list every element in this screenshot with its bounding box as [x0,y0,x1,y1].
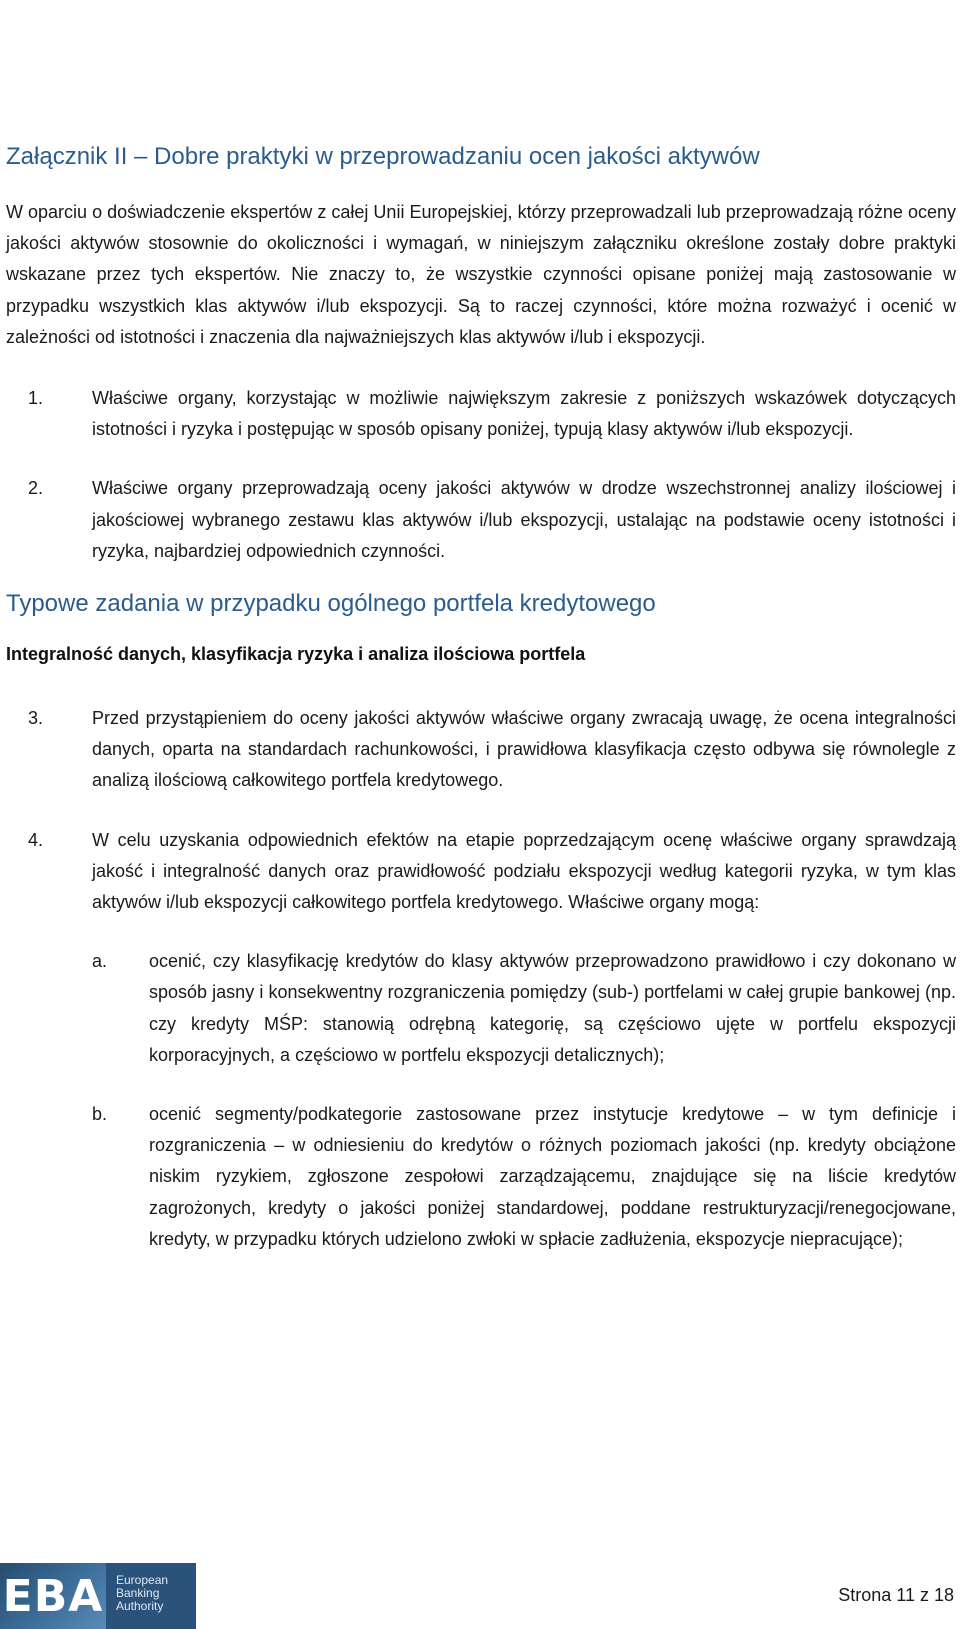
subsection-title: Integralność danych, klasyfikacja ryzyka i analiza ilościowa portfela [6,644,586,665]
numbered-item [6,383,956,445]
section-title: Typowe zadania w przypadku ogólnego portfela kredytowego [6,590,656,618]
sub-item-letter: a. [92,951,108,972]
sub-item-letter: b. [92,1104,108,1125]
annex-title: Załącznik II – Dobre praktyki w przeprowadzaniu ocen jakości aktywów [6,143,760,170]
eba-logo-mark: EBA [0,1563,106,1629]
page-footer [0,1563,960,1629]
item-number: 1. [28,388,44,409]
item-text: Przed przystąpieniem do oceny jakości aktywów właściwe organy zwracają uwagę, że ocena integralności danych, oparta na standardach rachunkowości, i prawidłowa klasyfikacja często odbywa się równolegle z analizą ilościową całkowitego portfela kredytowego. [92,708,956,791]
numbered-item [6,703,956,797]
item-text: W celu uzyskania odpowiednich efektów na etapie poprzedzającym ocenę właściwe organy sprawdzają jakość i integralność danych oraz prawidłowość podziału ekspozycji według kategorii ryzyka, w tym klas aktywów i/lub ekspozycji całkowitego portfela kredytowego. Właściwe organy mogą: [92,829,956,913]
item-number: 2. [28,478,44,499]
item-number: 3. [28,708,44,729]
item-number: 4. [28,829,44,850]
logo-line-3: Authority [116,1599,164,1613]
numbered-item [6,473,956,567]
document-body [6,140,956,1255]
intro-paragraph: W oparciu o doświadczenie ekspertów z całej Unii Europejskiej, którzy przeprowadzali lub przeprowadzają różne oceny jakości aktywów stosownie do okoliczności i wymagań, w niniejszym załączniku określone zostały dobre praktyki wskazane przez tych ekspertów. Nie znaczy to, że wszystkie czynności opisane poniżej mają zastosowanie w przypadku wszystkich klas aktywów i/lub ekspozycji. Są to raczej czynności, które można rozważyć i ocenić w zależności od istotności i znaczenia dla najważniejszych klas aktywów i/lub i ekspozycji. [6,202,956,347]
item-text: Właściwe organy przeprowadzają oceny jakości aktywów w drodze wszechstronnej analizy ilościowej i jakościowej wybranego zestawu klas aktywów i/lub ekspozycji, ustalając na podstawie oceny istotności i ryzyka, najbardziej odpowiednich czynności. [92,478,956,561]
sub-item-text: ocenić, czy klasyfikację kredytów do klasy aktywów przeprowadzono prawidłowo i czy dokonano w sposób jasny i konsekwentny rozgraniczenia pomiędzy (sub-) portfelami w całej grupie bankowej (np. czy kredyty MŚP: stanowią odrębną kategorię, są częściowo ujęte w portfelu ekspozycji korporacyjnych, a częściowo w portfelu ekspozycji detalicznych); [149,951,956,1065]
logo-line-2: Banking [116,1586,160,1600]
sub-item-text: ocenić segmenty/podkategorie zastosowane przez instytucje kredytowe – w tym definicje i rozgraniczenia – w odniesieniu do kredytów o różnych poziomach jakości (np. kredyty obciążone niskim ryzykiem, zgłoszone zespołowi zarządzającemu, znajdujące się na liście kredytów zagrożonych, kredyty o jakości poniżej standardowej, poddane restrukturyzacji/renegocjowane, kredyty, w przypadku których udzielono zwłoki w spłacie zadłużenia, ekspozycje niepracujące); [149,1104,956,1249]
item-text: Właściwe organy, korzystając w możliwie największym zakresie z poniższych wskazówek dotyczących istotności i ryzyka i postępując w sposób opisany poniżej, typują klasy aktywów i/lub ekspozycji. [92,388,956,440]
page-number: Strona 11 z 18 [838,1585,954,1605]
logo-line-1: European [116,1573,169,1587]
sub-item [92,1099,956,1255]
sub-item [92,946,956,1071]
eba-logo-wordmark [106,1563,196,1629]
numbered-item [6,825,956,919]
eba-logo [0,1563,196,1629]
